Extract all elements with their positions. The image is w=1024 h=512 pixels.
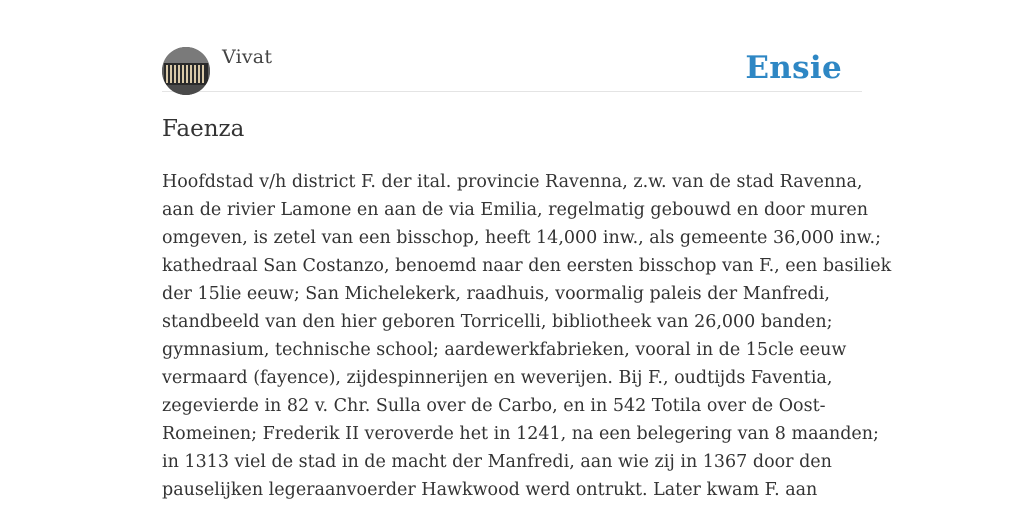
avatar-photo-icon — [162, 47, 210, 95]
page-title: Faenza — [162, 116, 245, 142]
author-name[interactable]: Vivat — [222, 46, 273, 68]
page-header — [162, 0, 862, 92]
avatar[interactable] — [162, 47, 210, 95]
article-page — [162, 0, 892, 512]
brand-logo[interactable]: Ensie — [745, 50, 842, 86]
article-body: Hoofdstad v/h district F. der ital. provincie Ravenna, z.w. van de stad Ravenna, aan de rivier Lamone en aan de via Emilia, regelmatig gebouwd en door muren omgeven, is zetel van een bisschop, heeft 14,000 inw., als gemeente 36,000 inw.; kathedraal San Costanzo, benoemd naar den eersten bisschop van F., een basiliek der 15lie eeuw; San Michelekerk, raadhuis, voormalig paleis der Manfredi, standbeeld van den hier geboren Torricelli, bibliotheek van 26,000 banden; gymnasium, technische school; aardewerkfabrieken, vooral in de 15cle eeuw vermaard (fayence), zijdespinnerijen en weverijen. Bij F., oudtijds Faventia, zegevierde in 82 v. Chr. Sulla over de Carbo, en in 542 Totila over de Oost- Romeinen; Frederik II veroverde het in 1241, na een belegering van 8 maanden; in 1313 viel de stad in de macht der Manfredi, aan wie zij in 1367 door den pauselijken legeraanvoerder Hawkwood werd ontrukt. Later kwam F. aan — [162, 172, 892, 500]
